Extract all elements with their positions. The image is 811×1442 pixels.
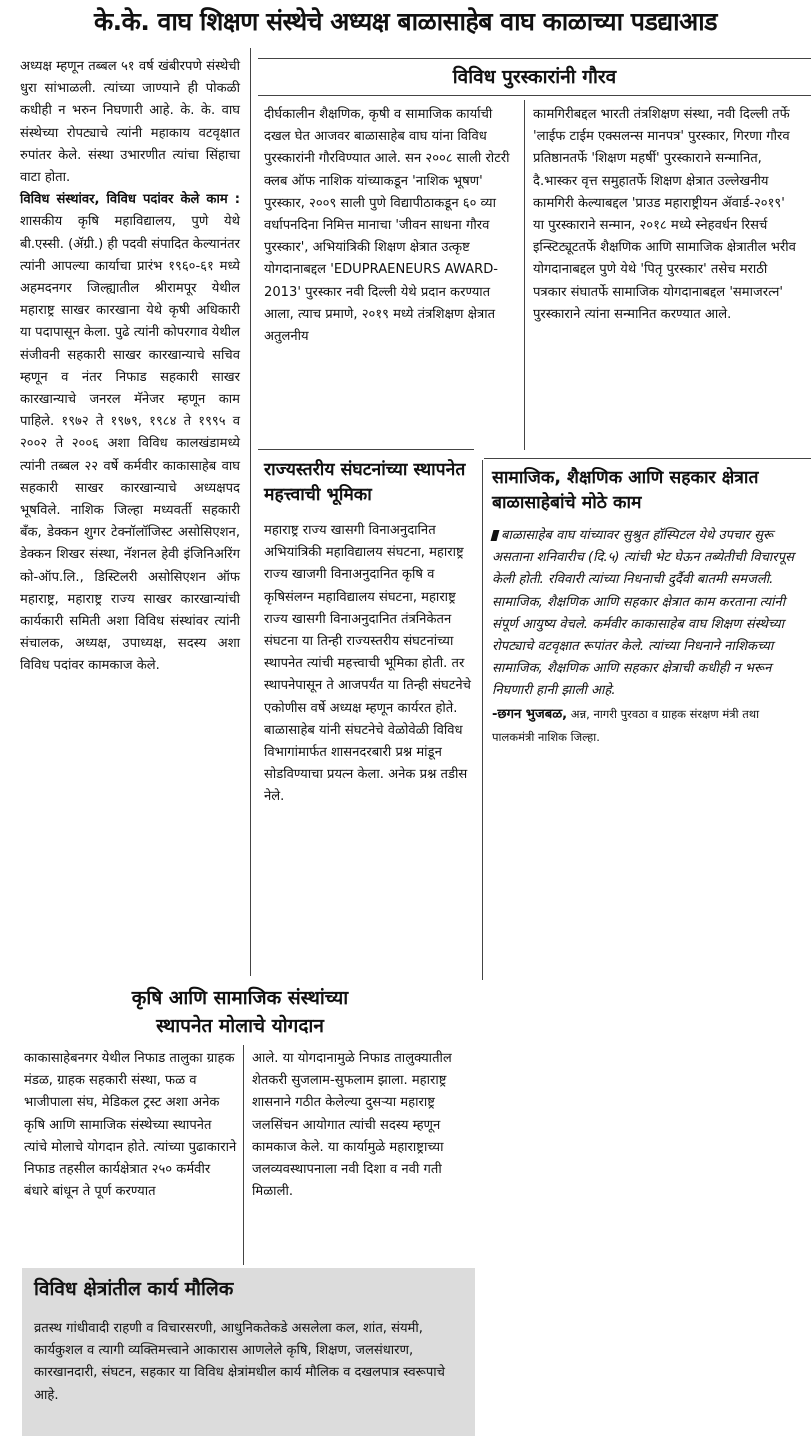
state-orgs-body: महाराष्ट्र राज्य खासगी विनाअनुदानित अभियांत्रिकी महाविद्यालय संघटना, महाराष्ट्र राज्य खाजगी विनाअनुदानित कृषि व कृषिसंलग्न महाविद्यालय संघटना, महाराष्ट्र राज्य खासगी विनाअनुदानित तंत्रनिकेतन संघटना या तिन्ही राज्यस्तरीय संघटनांच्या स्थापनेत त्यांची महत्त्वाची भूमिका होती. तर स्थापनेपासून ते आजपर्यंत या तिन्ही संघटनेचे एकोणीस वर्षे अध्यक्ष म्हणून कार्यरत होते. बाळासाहेब यांनी संघटनेचे वेळोवेळी विविध विभागांमार्फत शासनदरबारी प्रश्न मांडून सोडविण्याचा प्रयत्न केला. अनेक प्रश्न तडीस नेले. bbox=[264, 523, 471, 805]
box-body: व्रतस्थ गांधीवादी राहणी व विचारसरणी, आधुनिकतेकडे असलेला कल, शांत, संयमी, कार्यकुशल व त्यागी व्यक्तिमत्त्वाने आकारास आणलेले कृषि, शिक्षण, जलसंधारण, कारखानदारी, संघटन, सहकार या विविध क्षेत्रांमधील कार्य मौलिक व दखलपात्र स्वरूपाचे आहे. bbox=[34, 1321, 445, 1403]
awards-rule-bottom bbox=[258, 95, 811, 96]
awards-rule-top bbox=[258, 58, 811, 59]
quote-heading: सामाजिक, शैक्षणिक आणि सहकार क्षेत्रात बाळासाहेबांचे मोठे काम bbox=[492, 468, 759, 513]
agri-heading-line-1: कृषि आणि सामाजिक संस्थांच्या bbox=[131, 987, 349, 1009]
agri-column-1: काकासाहेबनगर येथील निफाड तालुका ग्राहक मंडळ, ग्राहक सहकारी संस्था, फळ व भाजीपाला संघ, मेडिकल ट्रस्ट अशा अनेक कृषि आणि सामाजिक संस्थेच्या स्थापनेत त्यांचे मोलाचे योगदान होते. त्यांच्या पुढाकाराने निफाड तहसील कार्यक्षेत्रात २५० कर्मवीर बंधारे बांधून ते पूर्ण करण्यात bbox=[24, 1051, 237, 1200]
quote-body bbox=[492, 525, 798, 749]
quote-rule bbox=[484, 458, 811, 459]
left-subhead: विविध संस्थांवर, विविध पदांवर केले काम : bbox=[20, 192, 240, 208]
quote-bullet-icon bbox=[491, 530, 500, 541]
headline: के.के. वाघ शिक्षण संस्थेचे अध्यक्ष बाळासाहेब वाघ काळाच्या पडद्याआड bbox=[93, 7, 718, 36]
agri-divider bbox=[243, 1045, 244, 1265]
left-column bbox=[20, 56, 240, 678]
agri-heading-line-2: स्थापनेत मोलाचे योगदान bbox=[156, 1015, 324, 1037]
column-divider-right bbox=[482, 460, 483, 980]
left-paragraph-1: अध्यक्ष म्हणून तब्बल ५१ वर्ष खंबीरपणे संस्थेची धुरा सांभाळली. त्यांच्या जाण्याने ही पोकळी कधीही न भरुन निघणारी आहे. के. के. वाघ संस्थेच्या रोपट्याचे त्यांनी महाकाय वटवृक्षात रुपांतर केले. संस्था उभारणीत त्यांचा सिंहाचा वाटा होता. bbox=[20, 59, 240, 186]
state-orgs-rule bbox=[258, 449, 474, 450]
awards-column-2: कामगिरीबद्दल भारती तंत्रशिक्षण संस्था, नवी दिल्ली तर्फे 'लाईफ टाईम एक्सलन्स मानपत्र' पुरस्कार, गिरणा गौरव प्रतिष्ठानतर्फे 'शिक्षण महर्षी' पुरस्काराने सन्मानित, दै.भास्कर वृत्त समुहातर्फे शिक्षण क्षेत्रात उल्लेखनीय कामगिरी केल्याबद्दल 'प्राउड महाराष्ट्रीयन ॲवार्ड-२०१९' या पुरस्काराने सन्मान, २०१८ मध्ये स्नेहवर्धन रिसर्च इन्स्टिट्यूटतर्फे शैक्षणिक आणि सामाजिक क्षेत्रातील भरीव योगदानाबद्दल पुणे येथे 'पितृ पुरस्कार' तसेच मराठी पत्रकार संघातर्फे सामाजिक योगदानाबद्दल 'समाजरत्न' पुरस्काराने त्यांना सन्मानित करण्यात आले. bbox=[533, 107, 796, 322]
quote-author-role: अन्न, नागरी पुरवठा व ग्राहक संरक्षण मंत्री तथा पालकमंत्री नाशिक जिल्हा. bbox=[492, 706, 760, 744]
awards-heading: विविध पुरस्कारांनी गौरव bbox=[452, 66, 617, 88]
highlight-box bbox=[22, 1268, 475, 1436]
quote-author: -छगन भुजबळ, bbox=[492, 706, 568, 722]
column-divider-left bbox=[250, 48, 251, 976]
agri-heading bbox=[0, 984, 480, 1040]
box-heading: विविध क्षेत्रांतील कार्य मौलिक bbox=[34, 1278, 234, 1300]
state-orgs-heading: राज्यस्तरीय संघटनांच्या स्थापनेत महत्त्वाची भूमिका bbox=[264, 460, 466, 505]
quote-text: बाळासाहेब वाघ यांच्यावर सुश्रुत हॉस्पिटल येथे उपचार सुरू असताना शनिवारीच (दि.५) त्यांची भेट घेऊन तब्येतीची विचारपूस केली होती. रविवारी त्यांच्या निधनाची दुर्दैवी बातमी समजली. सामाजिक, शैक्षणिक आणि सहकार क्षेत्रात काम करताना त्यांनी संपूर्ण आयुष्य वेचले. कर्मवीर काकासाहेब वाघ शिक्षण संस्थेच्या रोपट्याचे वटवृक्षात रूपांतर केले. त्यांच्या निधनाने नाशिकच्या सामाजिक, शैक्षणिक आणि सहकार क्षेत्राची कधीही न भरून निघणारी हानी झाली आहे. bbox=[492, 528, 794, 699]
awards-column-1: दीर्घकालीन शैक्षणिक, कृषी व सामाजिक कार्याची दखल घेत आजवर बाळासाहेब वाघ यांना विविध पुरस्कारांनी गौरविण्यात आले. सन २००८ साली रोटरी क्लब ऑफ नाशिक यांच्याकडून 'नाशिक भूषण' पुरस्कार, २००९ साली पुणे विद्यापीठाकडून ६० व्या वर्धापनदिना निमित्त मानाचा 'जीवन साधना गौरव पुरस्कार', अभियांत्रिकी शिक्षण क्षेत्रात उत्कृष्ट योगदानाबद्दल 'EDUPRAENEURS AWARD-2013' पुरस्कार नवी दिल्ली येथे प्रदान करण्यात आला, त्याच प्रमाणे, २०१९ मध्ये तंत्रशिक्षण क्षेत्रात अतुलनीय bbox=[264, 107, 510, 345]
left-paragraph-2: शासकीय कृषि महाविद्यालय, पुणे येथे बी.एस्सी. (ॲग्री.) ही पदवी संपादित केल्यानंतर त्यांनी आपल्या कार्याचा प्रारंभ १९६०-६१ मध्ये अहमदनगर जिल्ह्यातील श्रीरामपूर येथील महाराष्ट्र साखर कारखाना येथे कृषी अधिकारी या पदापासून केला. पुढे त्यांनी कोपरगाव येथील संजीवनी सहकारी साखर कारखान्याचे सचिव म्हणून व नंतर निफाड सहकारी साखर कारखान्याचे जनरल मॅनेजर म्हणून काम पाहिले. १९७२ ते १९७९, १९८४ ते १९९५ व २००२ ते २००६ अशा विविध कालखंडामध्ये त्यांनी तब्बल २२ वर्षे कर्मवीर काकासाहेब वाघ सहकारी साखर कारखान्याचे अध्यक्षपद भूषविले. नाशिक जिल्हा मध्यवर्ती सहकारी बँक, डेक्कन शुगर टेक्नॉलॉजिस्ट असोसिएशन, डेक्कन शिखर संस्था, नॅशनल हेवी इंजिनिअरिंग को-ऑप.लि., डिस्टिलरी असोसिएशन ऑफ महाराष्ट्र, महाराष्ट्र राज्य साखर कारखान्यांची कार्यकारी समिती अशा विविध संस्थांवर त्यांनी संचालक, अध्यक्ष, उपाध्यक्ष, सदस्य अशा विविध पदांवर कामकाज केले. bbox=[20, 214, 240, 674]
awards-divider bbox=[524, 100, 525, 450]
agri-column-2: आले. या योगदानामुळे निफाड तालुक्यातील शेतकरी सुजलाम-सुफलाम झाला. महाराष्ट्र शासनाने गठीत केलेल्या दुसऱ्या महाराष्ट्र जलसिंचन आयोगात त्यांची सदस्य म्हणून कामकाज केले. या कार्यामुळे महाराष्ट्राच्या जलव्यवस्थापनाला नवी दिशा व नवी गती मिळाली. bbox=[252, 1051, 452, 1200]
